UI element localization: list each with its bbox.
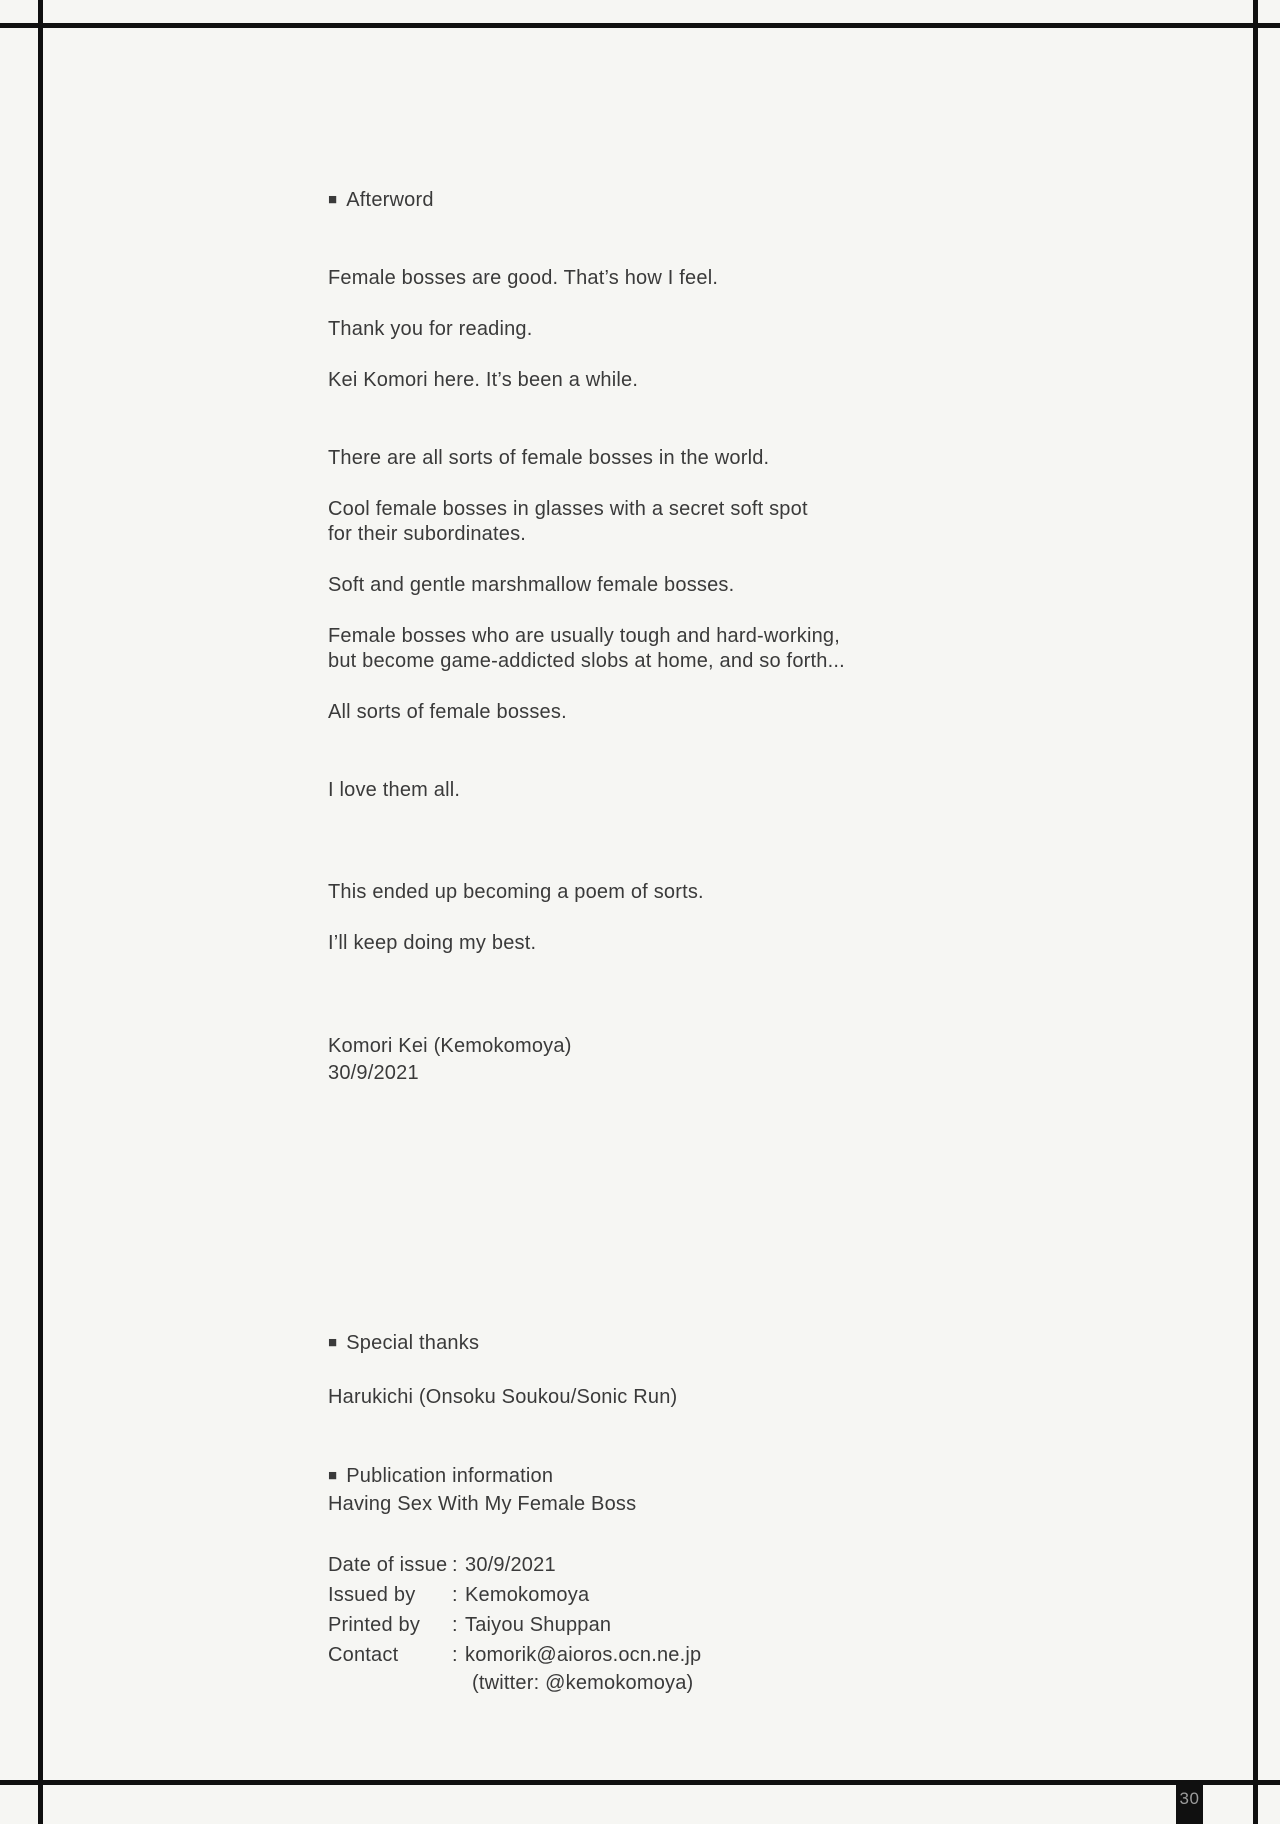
contact-twitter: (twitter: @kemokomoya) <box>472 1672 694 1694</box>
paragraph <box>328 266 718 291</box>
afterword-heading-label: Afterword <box>346 189 434 211</box>
publication-row-separator: : <box>452 1614 458 1636</box>
publication-heading-block <box>328 1463 636 1518</box>
text-line: This ended up becoming a poem of sorts. <box>328 881 704 903</box>
text-line: for their subordinates. <box>328 523 527 545</box>
paragraph <box>328 931 704 956</box>
afterword-heading <box>328 188 434 214</box>
page-number-box <box>1176 1780 1203 1824</box>
afterword-group-2 <box>328 446 845 751</box>
section-bullet-icon: ■ <box>328 1334 338 1351</box>
publication-row <box>328 1580 701 1610</box>
paragraph <box>328 446 845 471</box>
publication-row-label: Issued by <box>328 1584 416 1606</box>
text-line: All sorts of female bosses. <box>328 701 567 723</box>
publication-heading <box>328 1463 636 1491</box>
signature-date: 30/9/2021 <box>328 1062 419 1084</box>
signature <box>328 1033 572 1087</box>
text-line: Kei Komori here. It’s been a while. <box>328 369 639 391</box>
text-line: Soft and gentle marshmallow female bosses. <box>328 574 735 596</box>
afterword-group-1 <box>328 266 718 419</box>
text-line: I love them all. <box>328 779 461 801</box>
publication-row-value: Taiyou Shuppan <box>465 1614 612 1636</box>
paragraph <box>328 317 718 342</box>
frame-line-bottom <box>0 1780 1280 1785</box>
publication-row-value: Kemokomoya <box>465 1584 590 1606</box>
paragraph <box>328 368 718 393</box>
publication-row <box>328 1550 701 1580</box>
page-number: 30 <box>1179 1789 1200 1808</box>
publication-row-separator: : <box>452 1644 458 1666</box>
special-thanks-credit <box>328 1385 677 1410</box>
publication-row-label: Date of issue <box>328 1554 448 1576</box>
text-line: Cool female bosses in glasses with a secret soft spot <box>328 498 808 520</box>
text-line: Harukichi (Onsoku Soukou/Sonic Run) <box>328 1386 678 1408</box>
afterword-group-3 <box>328 778 460 829</box>
text-line: Female bosses are good. That’s how I feel. <box>328 267 719 289</box>
signature-name: Komori Kei (Kemokomoya) <box>328 1035 572 1057</box>
contact-email: komorik@aioros.ocn.ne.jp <box>465 1644 702 1666</box>
paragraph <box>328 880 704 905</box>
paragraph <box>328 624 845 674</box>
publication-row-label: Contact <box>328 1644 399 1666</box>
publication-row-value: 30/9/2021 <box>465 1554 556 1576</box>
publication-rows <box>328 1550 701 1697</box>
frame-line-top <box>0 23 1280 28</box>
paragraph <box>328 497 845 547</box>
publication-heading-label: Publication information <box>346 1465 554 1487</box>
special-thanks-heading-label: Special thanks <box>346 1332 480 1354</box>
paragraph <box>328 573 845 598</box>
afterword-group-4 <box>328 880 704 982</box>
publication-row <box>328 1640 701 1697</box>
frame-line-left <box>38 0 43 1824</box>
text-line: Female bosses who are usually tough and hard-working, <box>328 625 840 647</box>
paragraph <box>328 700 845 725</box>
text-line: I’ll keep doing my best. <box>328 932 537 954</box>
section-bullet-icon: ■ <box>328 1467 338 1484</box>
publication-row-separator: : <box>452 1554 458 1576</box>
publication-row-label: Printed by <box>328 1614 421 1636</box>
special-thanks-heading <box>328 1331 479 1357</box>
publication-row <box>328 1610 701 1640</box>
publication-row-separator: : <box>452 1584 458 1606</box>
publication-book-title: Having Sex With My Female Boss <box>328 1493 637 1515</box>
text-line: Thank you for reading. <box>328 318 533 340</box>
paragraph <box>328 778 460 803</box>
text-line: but become game-addicted slobs at home, and so forth... <box>328 650 845 672</box>
frame-line-right <box>1253 0 1258 1824</box>
text-line: There are all sorts of female bosses in the world. <box>328 447 770 469</box>
section-bullet-icon: ■ <box>328 191 338 208</box>
publication-row-value <box>465 1640 701 1697</box>
